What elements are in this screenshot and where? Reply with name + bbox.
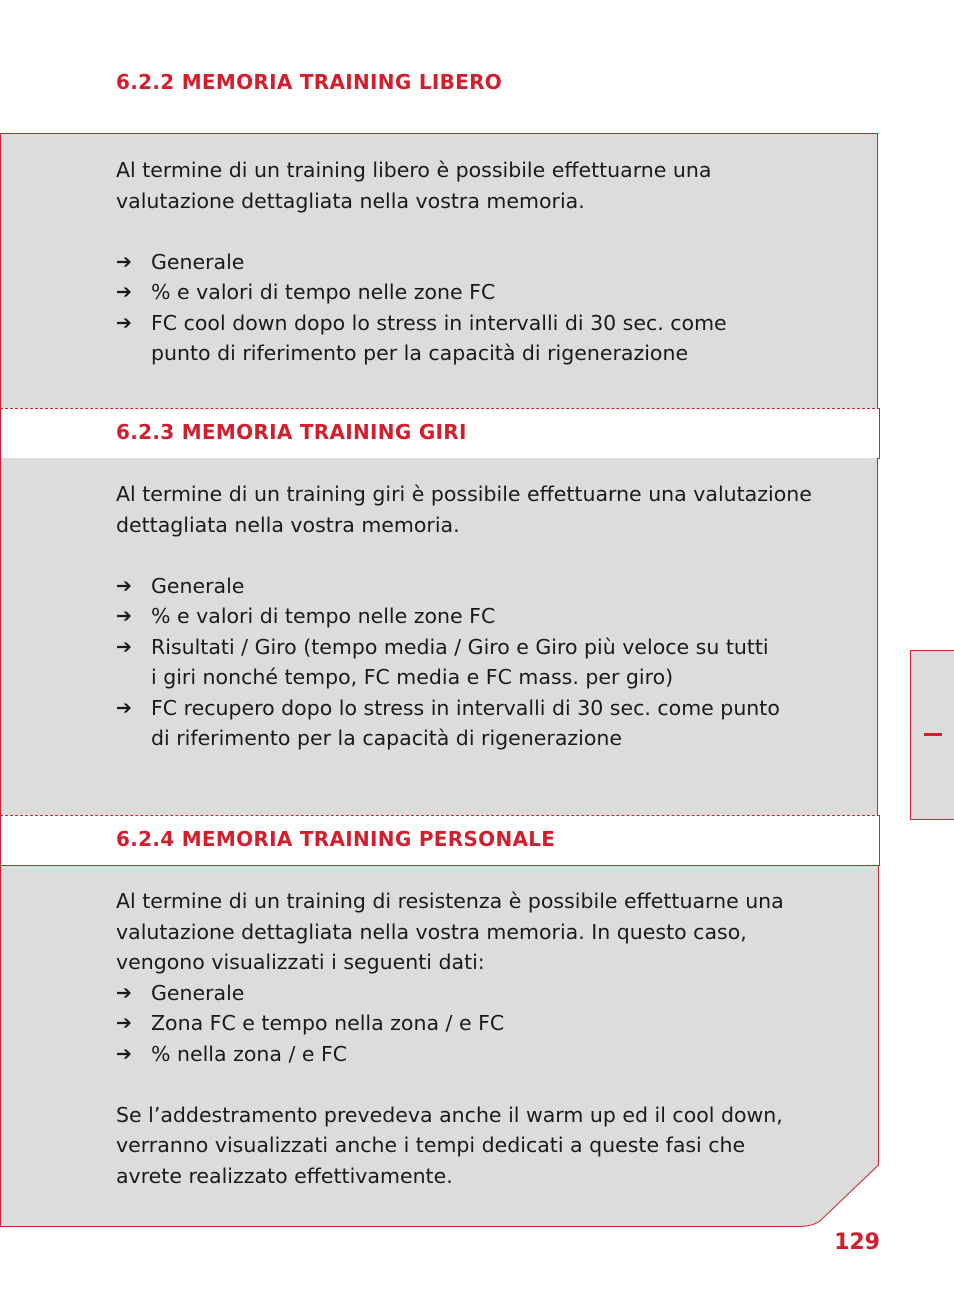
bullet-list bbox=[116, 247, 846, 369]
arrow-right-icon: ➔ bbox=[116, 250, 132, 273]
arrow-right-icon: ➔ bbox=[116, 574, 132, 597]
outro-line: Se l’addestramento prevedeva anche il warm up ed il cool down, bbox=[116, 1102, 783, 1127]
arrow-right-icon: ➔ bbox=[116, 696, 132, 719]
list-item: ➔ Zona FC e tempo nella zona / e FC bbox=[116, 1008, 846, 1039]
bullet-list bbox=[116, 978, 846, 1070]
intro-line: dettagliata nella vostra memoria. bbox=[116, 512, 460, 537]
list-item: ➔ Generale bbox=[116, 571, 846, 602]
list-item: ➔ % e valori di tempo nelle zone FC bbox=[116, 601, 846, 632]
section-body-giri bbox=[116, 479, 846, 754]
arrow-right-icon: ➔ bbox=[116, 281, 132, 303]
arrow-right-icon: ➔ bbox=[116, 635, 132, 658]
arrow-right-icon: ➔ bbox=[116, 311, 132, 334]
list-item: ➔ FC cool down dopo lo stress in intervalli di 30 sec. come punto di riferimento per la capacità di rigenerazione bbox=[116, 308, 846, 369]
arrow-right-icon: ➔ bbox=[116, 605, 132, 627]
section-heading-personale: 6.2.4 MEMORIA TRAINING PERSONALE bbox=[116, 827, 556, 851]
bullet-list bbox=[116, 571, 846, 754]
section-body-libero bbox=[116, 155, 846, 369]
arrow-right-icon: ➔ bbox=[116, 981, 132, 1004]
list-item: ➔ Generale bbox=[116, 978, 846, 1009]
section-heading-giri: 6.2.3 MEMORIA TRAINING GIRI bbox=[116, 420, 467, 444]
page-number: 129 bbox=[834, 1230, 880, 1255]
list-item: ➔ Risultati / Giro (tempo media / Giro e Giro più veloce su tutti i giri nonché tempo, FC media e FC mass. per giro) bbox=[116, 632, 846, 693]
list-item: ➔ % e valori di tempo nelle zone FC bbox=[116, 277, 846, 308]
intro-line: valutazione dettagliata nella vostra memoria. In questo caso, bbox=[116, 919, 747, 944]
chapter-tab bbox=[910, 650, 954, 820]
outro-line: verranno visualizzati anche i tempi dedicati a queste fasi che bbox=[116, 1133, 746, 1157]
intro-line: Al termine di un training libero è possibile effettuarne una bbox=[116, 158, 712, 182]
intro-line: valutazione dettagliata nella vostra memoria. bbox=[116, 188, 585, 213]
intro-line: Al termine di un training di resistenza è possibile effettuarne una bbox=[116, 889, 784, 913]
list-item: ➔ FC recupero dopo lo stress in intervalli di 30 sec. come punto di riferimento per la capacità di rigenerazione bbox=[116, 693, 846, 754]
outro-line: avrete realizzato effettivamente. bbox=[116, 1163, 453, 1188]
list-item: ➔ % nella zona / e FC bbox=[116, 1039, 846, 1070]
tab-marker bbox=[924, 733, 942, 736]
section-heading-libero: 6.2.2 MEMORIA TRAINING LIBERO bbox=[116, 70, 503, 94]
arrow-right-icon: ➔ bbox=[116, 1012, 132, 1034]
list-item: ➔ Generale bbox=[116, 247, 846, 278]
intro-line: vengono visualizzati i seguenti dati: bbox=[116, 950, 485, 974]
arrow-right-icon: ➔ bbox=[116, 1042, 132, 1065]
intro-line: Al termine di un training giri è possibile effettuarne una valutazione bbox=[116, 482, 812, 506]
section-body-personale bbox=[116, 886, 846, 1191]
